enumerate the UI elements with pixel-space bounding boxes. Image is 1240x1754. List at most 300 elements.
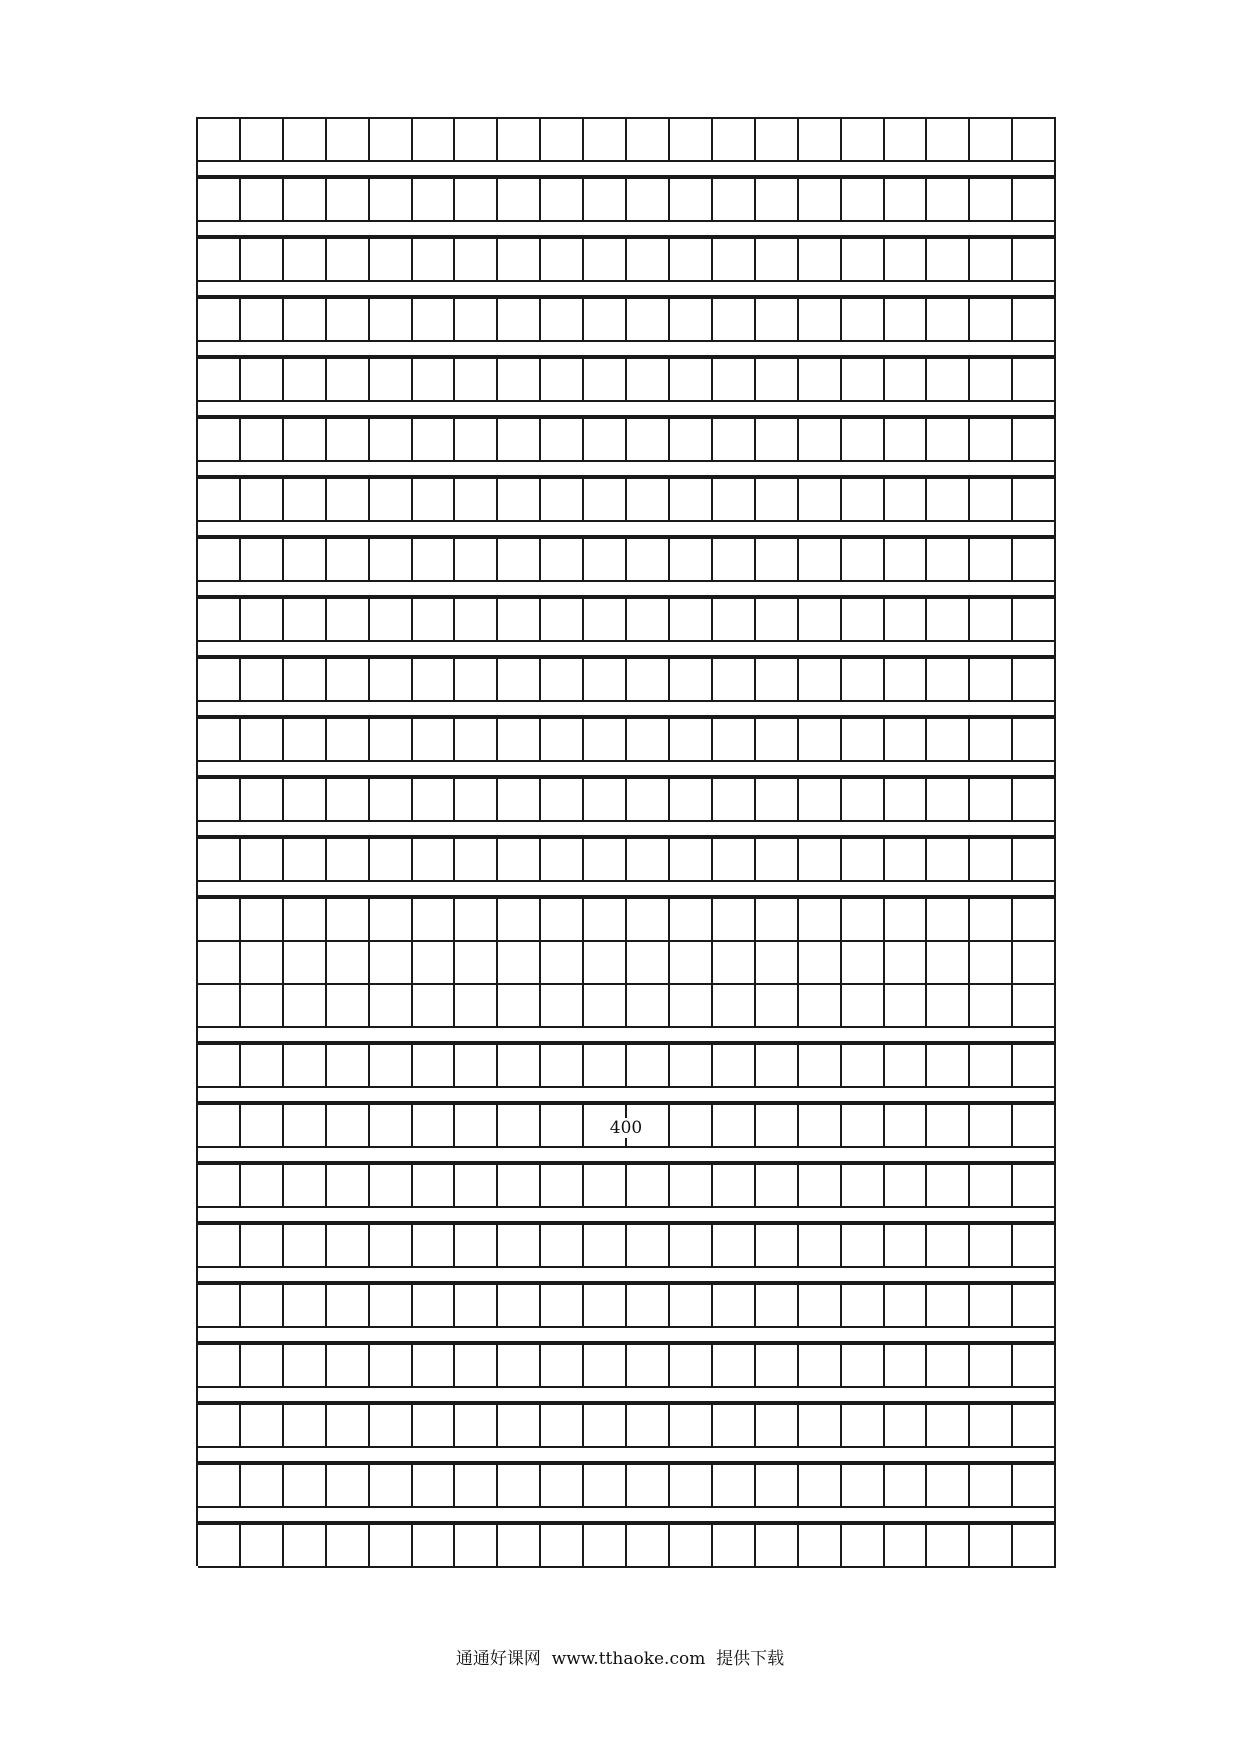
grid-cell[interactable] [413,779,456,822]
grid-cell[interactable] [284,539,327,582]
grid-cell[interactable] [927,119,970,162]
grid-cell[interactable] [842,899,885,942]
grid-cell[interactable] [584,1525,627,1568]
grid-cell[interactable] [970,119,1013,162]
grid-cell[interactable] [927,179,970,222]
grid-cell[interactable] [584,299,627,342]
grid-cell[interactable] [541,719,584,762]
grid-cell[interactable] [541,239,584,282]
grid-cell[interactable] [498,599,541,642]
grid-cell[interactable] [756,719,799,762]
grid-cell[interactable] [799,1465,842,1508]
grid-cell[interactable] [541,1165,584,1208]
grid-cell[interactable] [327,1225,370,1268]
grid-cell[interactable] [370,779,413,822]
grid-cell[interactable] [885,539,928,582]
grid-cell[interactable] [885,179,928,222]
grid-cell[interactable] [627,1225,670,1268]
grid-cell[interactable] [927,719,970,762]
grid-cell[interactable] [498,1345,541,1388]
grid-cell[interactable] [284,985,327,1028]
grid-cell[interactable] [713,985,756,1028]
grid-cell[interactable] [413,479,456,522]
grid-cell[interactable] [413,1345,456,1388]
grid-cell[interactable] [370,1465,413,1508]
grid-cell[interactable] [627,1345,670,1388]
grid-cell[interactable] [241,299,284,342]
grid-cell[interactable] [970,599,1013,642]
grid-cell[interactable] [541,539,584,582]
grid-cell[interactable] [413,899,456,942]
grid-cell[interactable] [756,985,799,1028]
grid-cell[interactable] [284,179,327,222]
grid-cell[interactable] [455,359,498,402]
grid-cell[interactable] [541,1405,584,1448]
grid-cell[interactable] [1013,942,1056,985]
grid-cell[interactable] [241,1405,284,1448]
grid-cell[interactable] [927,299,970,342]
grid-cell[interactable] [885,359,928,402]
grid-cell[interactable] [455,119,498,162]
grid-cell[interactable] [455,942,498,985]
grid-cell[interactable] [327,119,370,162]
grid-cell[interactable] [498,1045,541,1088]
grid-cell[interactable] [756,359,799,402]
grid-cell[interactable] [713,599,756,642]
grid-cell[interactable] [198,942,241,985]
grid-cell[interactable] [198,179,241,222]
grid-cell[interactable] [970,719,1013,762]
grid-cell[interactable] [842,839,885,882]
grid-cell[interactable] [584,479,627,522]
grid-cell[interactable] [885,985,928,1028]
grid-cell[interactable] [970,1285,1013,1328]
grid-cell[interactable] [541,659,584,702]
grid-cell[interactable] [327,1045,370,1088]
grid-cell[interactable] [498,119,541,162]
grid-cell[interactable] [670,659,713,702]
grid-cell[interactable] [413,985,456,1028]
grid-cell[interactable] [927,779,970,822]
grid-cell[interactable] [713,539,756,582]
grid-cell[interactable] [241,359,284,402]
grid-cell[interactable] [885,599,928,642]
grid-cell[interactable] [756,1465,799,1508]
grid-cell[interactable] [327,599,370,642]
grid-cell[interactable] [970,419,1013,462]
grid-cell[interactable] [970,839,1013,882]
grid-cell[interactable] [799,1345,842,1388]
grid-cell[interactable] [370,1285,413,1328]
grid-cell[interactable] [842,179,885,222]
grid-cell[interactable] [1013,1525,1056,1568]
grid-cell[interactable] [413,1225,456,1268]
grid-cell[interactable] [970,899,1013,942]
grid-cell[interactable] [1013,419,1056,462]
grid-cell[interactable] [842,985,885,1028]
grid-cell[interactable] [885,299,928,342]
grid-cell[interactable] [241,1045,284,1088]
grid-cell[interactable] [413,1285,456,1328]
grid-cell[interactable] [413,179,456,222]
grid-cell[interactable] [713,1345,756,1388]
grid-cell[interactable] [670,719,713,762]
grid-cell[interactable] [284,359,327,402]
grid-cell[interactable] [670,1045,713,1088]
grid-cell[interactable] [713,719,756,762]
grid-cell[interactable] [756,779,799,822]
grid-cell[interactable] [627,299,670,342]
grid-cell[interactable] [970,779,1013,822]
grid-cell[interactable] [413,659,456,702]
grid-cell[interactable] [198,779,241,822]
grid-cell[interactable] [370,1045,413,1088]
grid-cell[interactable] [1013,1225,1056,1268]
grid-cell[interactable] [842,359,885,402]
grid-cell[interactable] [799,1405,842,1448]
grid-cell[interactable] [241,1345,284,1388]
grid-cell[interactable] [370,1525,413,1568]
grid-cell[interactable] [670,599,713,642]
grid-cell[interactable] [370,1345,413,1388]
grid-cell[interactable] [541,479,584,522]
grid-cell[interactable] [370,119,413,162]
grid-cell[interactable] [198,1165,241,1208]
grid-cell[interactable] [799,119,842,162]
grid-cell[interactable] [799,479,842,522]
grid-cell[interactable] [713,359,756,402]
grid-cell[interactable] [455,299,498,342]
grid-cell[interactable] [756,479,799,522]
grid-cell[interactable] [1013,1165,1056,1208]
grid-cell[interactable] [413,719,456,762]
grid-cell[interactable] [970,1045,1013,1088]
grid-cell[interactable] [455,539,498,582]
grid-cell[interactable] [1013,839,1056,882]
grid-cell[interactable] [670,359,713,402]
grid-cell[interactable] [198,1225,241,1268]
grid-cell[interactable] [498,942,541,985]
grid-cell[interactable] [627,179,670,222]
grid-cell[interactable] [970,1225,1013,1268]
grid-cell[interactable] [799,1525,842,1568]
grid-cell[interactable] [584,1045,627,1088]
grid-cell[interactable] [541,299,584,342]
grid-cell[interactable] [713,899,756,942]
grid-cell[interactable] [670,1225,713,1268]
grid-cell[interactable] [799,239,842,282]
grid-cell[interactable] [284,1525,327,1568]
grid-cell[interactable] [756,119,799,162]
grid-cell[interactable] [327,539,370,582]
grid-cell[interactable] [455,1165,498,1208]
grid-cell[interactable] [327,239,370,282]
grid-cell[interactable] [541,1225,584,1268]
grid-cell[interactable] [627,119,670,162]
grid-cell[interactable] [584,1165,627,1208]
grid-cell[interactable] [627,539,670,582]
grid-cell[interactable] [327,299,370,342]
grid-cell[interactable] [370,419,413,462]
grid-cell[interactable] [584,985,627,1028]
grid-cell[interactable] [584,1405,627,1448]
grid-cell[interactable] [842,119,885,162]
grid-cell[interactable] [370,839,413,882]
grid-cell[interactable] [498,419,541,462]
grid-cell[interactable] [370,659,413,702]
grid-cell[interactable] [584,119,627,162]
grid-cell[interactable] [927,899,970,942]
grid-cell[interactable] [413,1525,456,1568]
grid-cell[interactable] [799,1045,842,1088]
grid-cell[interactable] [327,179,370,222]
grid-cell[interactable] [498,659,541,702]
grid-cell[interactable] [327,419,370,462]
grid-cell[interactable] [584,942,627,985]
grid-cell[interactable] [756,899,799,942]
grid-cell[interactable] [713,839,756,882]
grid-cell[interactable] [498,1225,541,1268]
grid-cell[interactable] [370,239,413,282]
grid-cell[interactable] [799,985,842,1028]
grid-cell[interactable] [885,119,928,162]
grid-cell[interactable] [670,119,713,162]
grid-cell[interactable] [756,299,799,342]
grid-cell[interactable] [713,942,756,985]
grid-cell[interactable] [455,985,498,1028]
grid-cell[interactable] [756,179,799,222]
grid-cell[interactable] [241,942,284,985]
grid-cell[interactable] [756,1165,799,1208]
grid-cell[interactable] [541,1465,584,1508]
grid-cell[interactable] [370,1405,413,1448]
grid-cell[interactable] [198,985,241,1028]
grid-cell[interactable] [455,1045,498,1088]
grid-cell[interactable] [241,779,284,822]
grid-cell[interactable] [885,419,928,462]
grid-cell[interactable] [799,1225,842,1268]
grid-cell[interactable] [284,479,327,522]
grid-cell[interactable] [327,359,370,402]
grid-cell[interactable] [1013,1345,1056,1388]
grid-cell[interactable] [498,299,541,342]
grid-cell[interactable] [842,659,885,702]
grid-cell[interactable] [842,239,885,282]
grid-cell[interactable] [413,599,456,642]
grid-cell[interactable] [284,1285,327,1328]
grid-cell[interactable] [241,419,284,462]
grid-cell[interactable] [756,1285,799,1328]
grid-cell[interactable] [1013,1405,1056,1448]
grid-cell[interactable] [756,839,799,882]
grid-cell[interactable] [241,539,284,582]
grid-cell[interactable] [241,1285,284,1328]
grid-cell[interactable] [584,239,627,282]
grid-cell[interactable] [541,942,584,985]
grid-cell[interactable] [370,1225,413,1268]
grid-cell[interactable] [970,479,1013,522]
grid-cell[interactable] [713,1165,756,1208]
grid-cell[interactable] [670,1525,713,1568]
grid-cell[interactable] [370,719,413,762]
grid-cell[interactable] [284,899,327,942]
grid-cell[interactable] [670,942,713,985]
grid-cell[interactable] [498,359,541,402]
grid-cell[interactable] [413,1465,456,1508]
grid-cell[interactable] [241,1225,284,1268]
grid-cell[interactable] [670,1465,713,1508]
grid-cell[interactable] [713,1405,756,1448]
grid-cell[interactable] [799,942,842,985]
grid-cell[interactable] [927,479,970,522]
grid-cell[interactable] [284,719,327,762]
grid-cell[interactable] [584,599,627,642]
grid-cell[interactable] [670,239,713,282]
grid-cell[interactable] [455,899,498,942]
grid-cell[interactable] [799,359,842,402]
grid-cell[interactable] [885,1225,928,1268]
grid-cell[interactable] [670,839,713,882]
grid-cell[interactable] [970,1165,1013,1208]
grid-cell[interactable] [327,1165,370,1208]
grid-cell[interactable] [1013,985,1056,1028]
grid-cell[interactable] [498,719,541,762]
grid-cell[interactable] [541,779,584,822]
grid-cell[interactable] [241,119,284,162]
grid-cell[interactable] [756,1345,799,1388]
grid-cell[interactable] [670,419,713,462]
grid-cell[interactable] [498,1405,541,1448]
grid-cell[interactable] [327,719,370,762]
grid-cell[interactable] [584,1225,627,1268]
grid-cell[interactable] [756,539,799,582]
grid-cell[interactable] [842,599,885,642]
grid-cell[interactable] [927,1165,970,1208]
grid-cell[interactable] [1013,719,1056,762]
grid-cell[interactable] [584,179,627,222]
grid-cell[interactable] [241,239,284,282]
grid-cell[interactable] [627,479,670,522]
grid-cell[interactable] [756,239,799,282]
grid-cell[interactable] [1013,299,1056,342]
grid-cell[interactable] [885,1465,928,1508]
grid-cell[interactable] [198,1285,241,1328]
grid-cell[interactable] [885,479,928,522]
grid-cell[interactable] [284,1165,327,1208]
grid-cell[interactable] [799,599,842,642]
grid-cell[interactable] [713,239,756,282]
grid-cell[interactable] [970,659,1013,702]
grid-cell[interactable] [541,1345,584,1388]
grid-cell[interactable] [927,539,970,582]
grid-cell[interactable] [241,179,284,222]
grid-cell[interactable] [584,1345,627,1388]
grid-cell[interactable] [198,839,241,882]
grid-cell[interactable] [284,1225,327,1268]
grid-cell[interactable] [198,119,241,162]
grid-cell[interactable] [327,1525,370,1568]
grid-cell[interactable] [370,942,413,985]
grid-cell[interactable] [198,659,241,702]
grid-cell[interactable] [756,1405,799,1448]
grid-cell[interactable] [327,985,370,1028]
grid-cell[interactable] [627,899,670,942]
grid-cell[interactable] [627,1525,670,1568]
grid-cell[interactable] [541,419,584,462]
grid-cell[interactable] [327,1465,370,1508]
grid-cell[interactable] [284,1345,327,1388]
grid-cell[interactable] [927,1465,970,1508]
grid-cell[interactable] [370,179,413,222]
grid-cell[interactable] [670,985,713,1028]
grid-cell[interactable] [799,419,842,462]
grid-cell[interactable] [455,659,498,702]
grid-cell[interactable] [756,659,799,702]
grid-cell[interactable] [1013,899,1056,942]
grid-cell[interactable] [885,1165,928,1208]
grid-cell[interactable] [370,599,413,642]
grid-cell[interactable] [885,239,928,282]
grid-cell[interactable] [670,779,713,822]
grid-cell[interactable] [370,1165,413,1208]
grid-cell[interactable] [198,1405,241,1448]
grid-cell[interactable] [842,1285,885,1328]
grid-cell[interactable] [627,599,670,642]
grid-cell[interactable] [370,359,413,402]
grid-cell[interactable] [455,1285,498,1328]
grid-cell[interactable] [584,839,627,882]
grid-cell[interactable] [627,985,670,1028]
grid-cell[interactable] [370,539,413,582]
grid-cell[interactable] [670,1345,713,1388]
grid-cell[interactable] [455,599,498,642]
grid-cell[interactable] [284,839,327,882]
grid-cell[interactable] [198,239,241,282]
grid-cell[interactable] [455,179,498,222]
grid-cell[interactable] [1013,479,1056,522]
grid-cell[interactable] [970,539,1013,582]
grid-cell[interactable] [198,479,241,522]
grid-cell[interactable] [713,1525,756,1568]
grid-cell[interactable] [327,1405,370,1448]
grid-cell[interactable] [284,1045,327,1088]
grid-cell[interactable] [799,659,842,702]
grid-cell[interactable] [284,942,327,985]
grid-cell[interactable] [198,539,241,582]
grid-cell[interactable] [498,1465,541,1508]
grid-cell[interactable] [327,899,370,942]
grid-cell[interactable] [498,539,541,582]
grid-cell[interactable] [198,419,241,462]
grid-cell[interactable] [799,839,842,882]
grid-cell[interactable] [198,1465,241,1508]
grid-cell[interactable] [627,719,670,762]
grid-cell[interactable] [927,839,970,882]
grid-cell[interactable] [756,599,799,642]
grid-cell[interactable] [327,839,370,882]
grid-cell[interactable] [198,1525,241,1568]
grid-cell[interactable] [241,839,284,882]
grid-cell[interactable] [198,1345,241,1388]
grid-cell[interactable] [241,1465,284,1508]
grid-cell[interactable] [413,1045,456,1088]
grid-cell[interactable] [970,239,1013,282]
grid-cell[interactable] [584,719,627,762]
grid-cell[interactable] [498,239,541,282]
grid-cell[interactable] [970,1525,1013,1568]
grid-cell[interactable] [670,1165,713,1208]
grid-cell[interactable] [198,299,241,342]
